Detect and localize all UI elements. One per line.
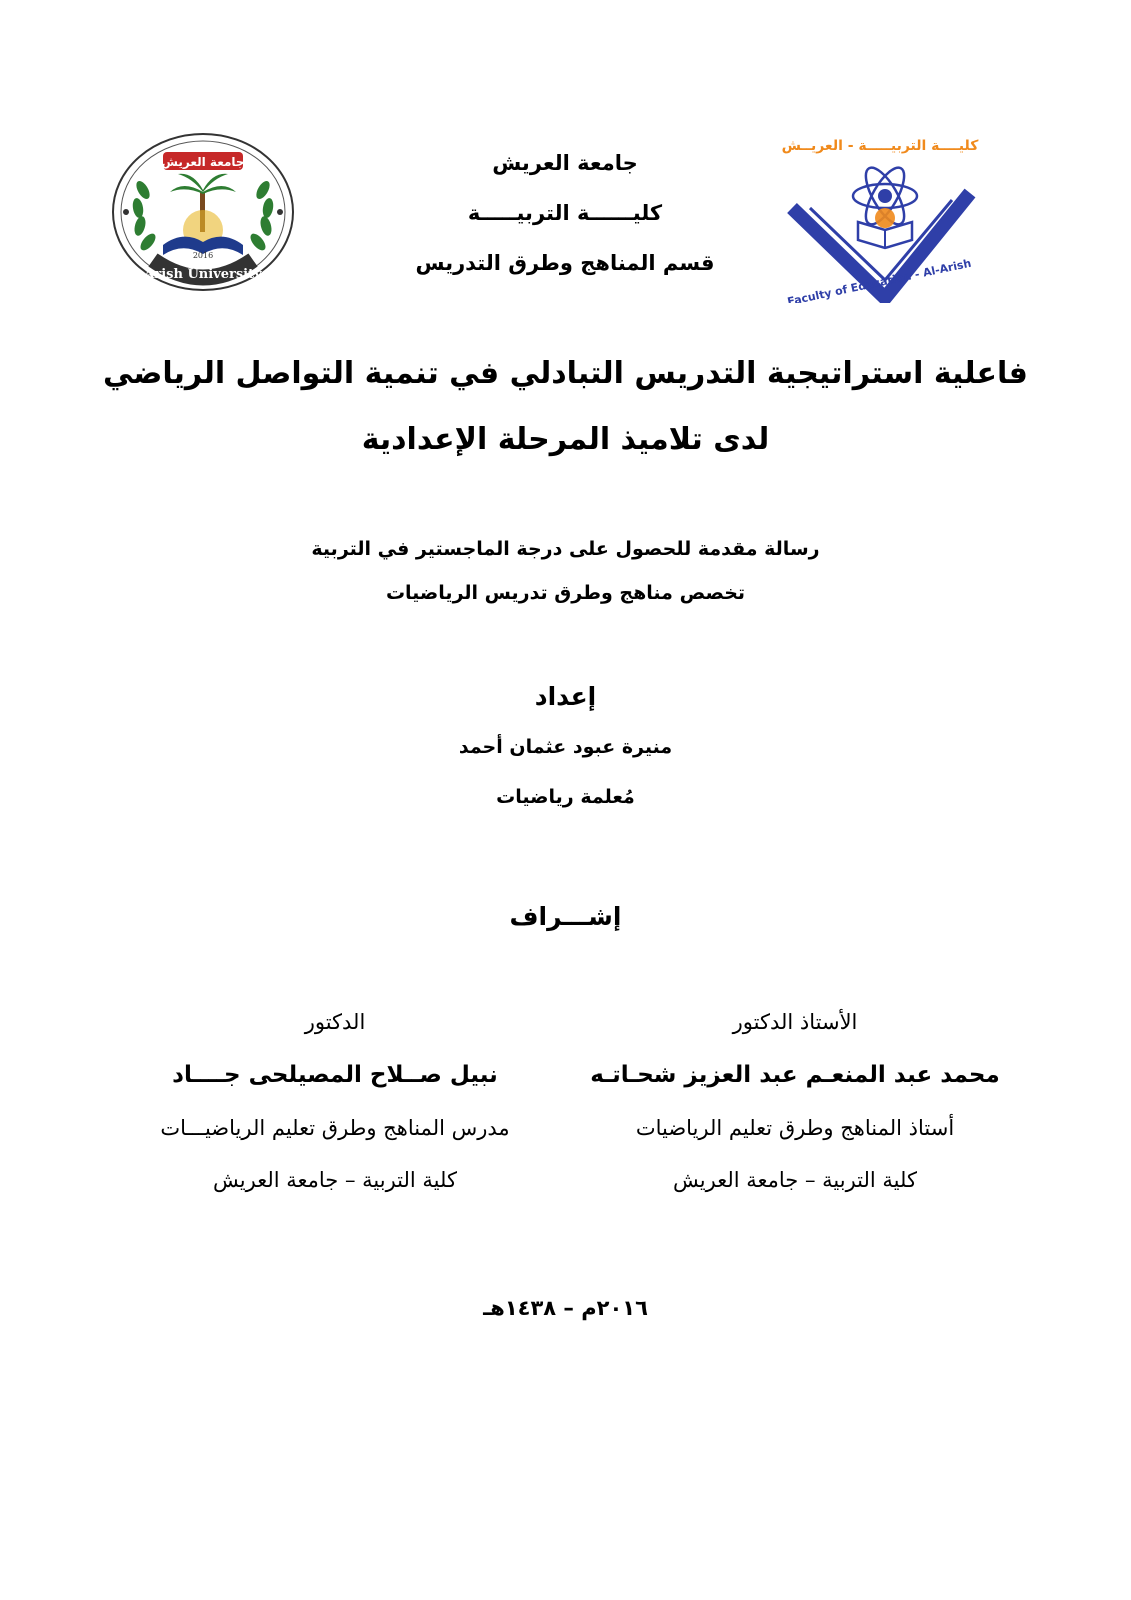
supervisor-2-title: الدكتور [304,1010,366,1034]
supervision-heading: إشـــراف [509,902,622,931]
author-name: منيرة عبود عثمان أحمد [458,736,673,758]
university-name: جامعة العريش [492,151,638,175]
supervisor-1-title: الأستاذ الدكتور [732,1010,858,1034]
institution-header [330,138,800,288]
svg-text:جامعة العريش: جامعة العريش [161,155,245,169]
thesis-title-line2: لدى تلاميذ المرحلة الإعدادية [361,422,770,457]
supervisor-2-position: مدرس المناهج وطرق تعليم الرياضيـــات [160,1116,510,1140]
svg-text:2016: 2016 [192,251,214,260]
supervisor-2 [110,1010,560,1192]
supervisor-1 [560,1010,1030,1192]
specialization: تخصص مناهج وطرق تدريس الرياضيات [385,582,746,604]
supervisor-1-affiliation: كلية التربية – جامعة العريش [673,1168,917,1192]
supervisor-1-position: أستاذ المناهج وطرق تعليم الرياضيات [635,1116,955,1140]
preparation-heading: إعداد [534,682,597,711]
faculty-of-education-logo [780,118,980,303]
supervisor-2-name: نبيل صــلاح المصيلحى جــــاد [172,1062,498,1088]
faculty-name: كليــــــة التربيـــــة [467,201,663,225]
degree-statement: رسالة مقدمة للحصول على درجة الماجستير في التربية [311,538,820,560]
supervisor-2-affiliation: كلية التربية – جامعة العريش [213,1168,457,1192]
department-name: قسم المناهج وطرق التدريس [415,251,715,275]
svg-text:كليــــة التربيـــــة - العريـ: كليــــة التربيـــــة - العريــش [781,138,979,154]
date: ٢٠١٦م – ١٤٣٨هـ [483,1296,648,1320]
supervisor-1-name: محمد عبد المنعـم عبد العزيز شحـاتـه [590,1062,1000,1088]
svg-text:Arish University: Arish University [144,267,262,282]
thesis-title-line1: فاعلية استراتيجية التدريس التبادلي في تنمية التواصل الرياضي [103,356,1028,391]
author-role: مُعلمة رياضيات [496,786,635,808]
svg-text:Faculty of Education - Al-Aris: Faculty of Education - Al-Arish [786,256,973,303]
arish-university-logo [108,130,298,295]
